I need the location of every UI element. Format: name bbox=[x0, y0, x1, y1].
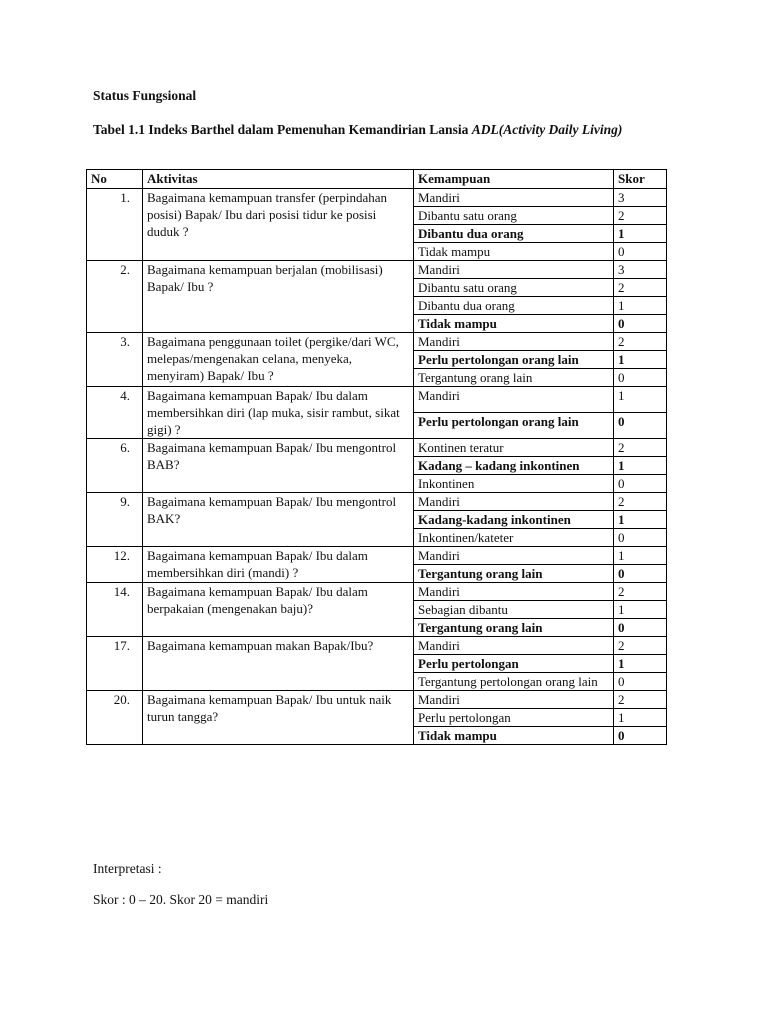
score-value: 0 bbox=[614, 475, 667, 493]
score-value: 1 bbox=[614, 457, 667, 475]
header-aktivitas: Aktivitas bbox=[143, 170, 414, 189]
ability-option: Kontinen teratur bbox=[414, 439, 614, 457]
activity-question: Bagaimana kemampuan Bapak/ Ibu dalam berpakaian (mengenakan baju)? bbox=[143, 583, 414, 637]
ability-option: Tidak mampu bbox=[414, 243, 614, 261]
score-value: 1 bbox=[614, 351, 667, 369]
table-row bbox=[87, 333, 667, 351]
ability-option: Tergantung orang lain bbox=[414, 369, 614, 387]
score-value: 2 bbox=[614, 691, 667, 709]
ability-option: Tergantung orang lain bbox=[414, 565, 614, 583]
score-value: 2 bbox=[614, 207, 667, 225]
ability-option: Sebagian dibantu bbox=[414, 601, 614, 619]
ability-option: Mandiri bbox=[414, 493, 614, 511]
item-number: 9. bbox=[87, 493, 143, 547]
ability-option: Mandiri bbox=[414, 261, 614, 279]
ability-option: Perlu pertolongan orang lain bbox=[414, 351, 614, 369]
score-value: 0 bbox=[614, 243, 667, 261]
barthel-index-table bbox=[86, 169, 667, 745]
header-kemampuan: Kemampuan bbox=[414, 170, 614, 189]
header-skor: Skor bbox=[614, 170, 667, 189]
activity-question: Bagaimana penggunaan toilet (pergike/dari WC, melepas/mengenakan celana, menyeka, menyiram) Bapak/ Ibu ? bbox=[143, 333, 414, 387]
activity-question: Bagaimana kemampuan Bapak/ Ibu untuk naik turun tangga? bbox=[143, 691, 414, 745]
score-value: 1 bbox=[614, 387, 667, 413]
score-value: 1 bbox=[614, 511, 667, 529]
activity-question: Bagaimana kemampuan transfer (perpindahan posisi) Bapak/ Ibu dari posisi tidur ke posisi duduk ? bbox=[143, 189, 414, 261]
activity-question: Bagaimana kemampuan makan Bapak/Ibu? bbox=[143, 637, 414, 691]
score-value: 3 bbox=[614, 189, 667, 207]
activity-question: Bagaimana kemampuan Bapak/ Ibu dalam membersihkan diri (mandi) ? bbox=[143, 547, 414, 583]
score-value: 0 bbox=[614, 369, 667, 387]
score-value: 0 bbox=[614, 315, 667, 333]
ability-option: Inkontinen bbox=[414, 475, 614, 493]
ability-option: Mandiri bbox=[414, 189, 614, 207]
ability-option: Kadang – kadang inkontinen bbox=[414, 457, 614, 475]
ability-option: Perlu pertolongan orang lain bbox=[414, 413, 614, 439]
ability-option: Dibantu dua orang bbox=[414, 225, 614, 243]
interpretation-label: Interpretasi : bbox=[93, 861, 162, 876]
ability-option: Dibantu satu orang bbox=[414, 207, 614, 225]
table-row bbox=[87, 261, 667, 279]
item-number: 4. bbox=[87, 387, 143, 439]
ability-option: Mandiri bbox=[414, 333, 614, 351]
ability-option: Tidak mampu bbox=[414, 727, 614, 745]
ability-option: Mandiri bbox=[414, 387, 614, 413]
item-number: 1. bbox=[87, 189, 143, 261]
ability-option: Dibantu satu orang bbox=[414, 279, 614, 297]
table-row bbox=[87, 583, 667, 601]
ability-option: Mandiri bbox=[414, 691, 614, 709]
activity-question: Bagaimana kemampuan berjalan (mobilisasi) Bapak/ Ibu ? bbox=[143, 261, 414, 333]
score-value: 2 bbox=[614, 493, 667, 511]
score-value: 0 bbox=[614, 673, 667, 691]
table-row bbox=[87, 189, 667, 207]
ability-option: Tergantung pertolongan orang lain bbox=[414, 673, 614, 691]
ability-option: Kadang-kadang inkontinen bbox=[414, 511, 614, 529]
ability-option: Perlu pertolongan bbox=[414, 709, 614, 727]
score-value: 0 bbox=[614, 619, 667, 637]
item-number: 6. bbox=[87, 439, 143, 493]
score-value: 1 bbox=[614, 601, 667, 619]
score-value: 1 bbox=[614, 297, 667, 315]
ability-option: Perlu pertolongan bbox=[414, 655, 614, 673]
activity-question: Bagaimana kemampuan Bapak/ Ibu mengontrol BAK? bbox=[143, 493, 414, 547]
activity-question: Bagaimana kemampuan Bapak/ Ibu mengontrol BAB? bbox=[143, 439, 414, 493]
item-number: 17. bbox=[87, 637, 143, 691]
activity-question: Bagaimana kemampuan Bapak/ Ibu dalam membersihkan diri (lap muka, sisir rambut, sikat gigi) ? bbox=[143, 387, 414, 439]
caption-text: Tabel 1.1 Indeks Barthel dalam Pemenuhan Kemandirian Lansia bbox=[93, 122, 472, 137]
score-value: 2 bbox=[614, 279, 667, 297]
score-value: 0 bbox=[614, 565, 667, 583]
table-row bbox=[87, 691, 667, 709]
table-caption bbox=[93, 121, 683, 139]
item-number: 2. bbox=[87, 261, 143, 333]
score-value: 2 bbox=[614, 637, 667, 655]
score-value: 1 bbox=[614, 655, 667, 673]
score-value: 1 bbox=[614, 709, 667, 727]
item-number: 20. bbox=[87, 691, 143, 745]
score-value: 3 bbox=[614, 261, 667, 279]
table-row bbox=[87, 387, 667, 413]
score-range-text: Skor : 0 – 20. Skor 20 = mandiri bbox=[93, 892, 269, 907]
score-value: 2 bbox=[614, 583, 667, 601]
score-value: 0 bbox=[614, 529, 667, 547]
ability-option: Mandiri bbox=[414, 547, 614, 565]
ability-option: Mandiri bbox=[414, 637, 614, 655]
ability-option: Tergantung orang lain bbox=[414, 619, 614, 637]
item-number: 12. bbox=[87, 547, 143, 583]
table-body bbox=[87, 189, 667, 745]
score-value: 0 bbox=[614, 413, 667, 439]
score-value: 0 bbox=[614, 727, 667, 745]
table-row bbox=[87, 637, 667, 655]
ability-option: Mandiri bbox=[414, 583, 614, 601]
table-row bbox=[87, 439, 667, 457]
caption-italic: ADL(Activity Daily Living) bbox=[471, 122, 623, 137]
ability-option: Dibantu dua orang bbox=[414, 297, 614, 315]
score-value: 2 bbox=[614, 439, 667, 457]
table-header-row bbox=[87, 170, 667, 189]
score-value: 2 bbox=[614, 333, 667, 351]
table-row bbox=[87, 493, 667, 511]
ability-option: Inkontinen/kateter bbox=[414, 529, 614, 547]
item-number: 14. bbox=[87, 583, 143, 637]
table-row bbox=[87, 547, 667, 565]
score-value: 1 bbox=[614, 547, 667, 565]
score-value: 1 bbox=[614, 225, 667, 243]
section-heading: Status Fungsional bbox=[93, 88, 197, 103]
ability-option: Tidak mampu bbox=[414, 315, 614, 333]
item-number: 3. bbox=[87, 333, 143, 387]
header-no: No bbox=[87, 170, 143, 189]
